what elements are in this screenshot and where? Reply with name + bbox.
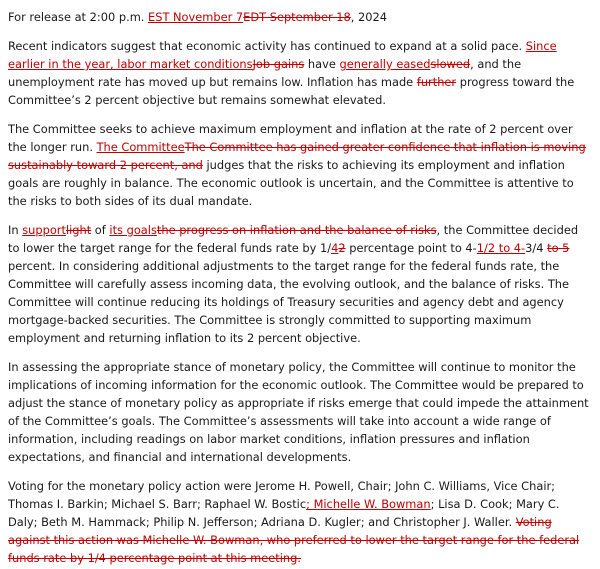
inserted-text: 1/2 to 4- bbox=[476, 241, 526, 255]
text-segment: In assessing the appropriate stance of monetary policy, the Committee will continue to monitor the implications of incoming information for the economic outlook. The Committee would be prepared to adjust the stance of monetary policy as appropriate if risks emerge that could impede the attainment of the Committee’s goals. The Committee’s assessments will take into account a wide range of information, including readings on labor market conditions, inflation pressures and inflation expectations, and financial and international developments. bbox=[8, 360, 589, 464]
inserted-text: 4 bbox=[331, 241, 339, 255]
release-year: , 2024 bbox=[350, 10, 388, 24]
inserted-text: The Committee bbox=[96, 140, 185, 154]
text-segment: , the Committee decided to lower the target range for the federal funds rate by 1/ bbox=[8, 223, 579, 255]
deleted-text: Job gains bbox=[252, 57, 305, 71]
text-segment: Recent indicators suggest that economic activity has continued to expand at a solid pace. bbox=[8, 39, 526, 53]
inserted-text: generally eased bbox=[339, 57, 431, 71]
inserted-text: support bbox=[22, 223, 66, 237]
deleted-text: 2 bbox=[338, 241, 346, 255]
inserted-text: Since earlier in the year, labor market conditions bbox=[8, 39, 557, 71]
text-segment: judges that the risks to achieving its employment and inflation goals are roughly in balance. The economic outlook is uncertain, and the Committee is attentive to the risks to both sides of its dual mandate. bbox=[8, 158, 574, 208]
text-segment: have bbox=[304, 57, 340, 71]
text-segment: , and the unemployment rate has moved up but remains low. Inflation has made bbox=[8, 57, 522, 89]
deleted-date: EDT September 18 bbox=[243, 10, 351, 24]
text-segment: In bbox=[8, 223, 23, 237]
text-segment: of bbox=[91, 223, 110, 237]
inserted-date: EST November 7 bbox=[148, 10, 244, 24]
deleted-text: further bbox=[416, 75, 457, 89]
deleted-text: Voting against this action was Michelle W. Bowman, who preferred to lower the target range for the federal funds rate by 1/4 percentage point at this meeting. bbox=[8, 515, 580, 565]
deleted-text: The Committee has gained greater confidence that inflation is moving sustainably toward 2 percent, and bbox=[8, 140, 586, 172]
deleted-text: slowed bbox=[430, 57, 471, 71]
inserted-text: its goals bbox=[109, 223, 157, 237]
text-segment: 3/4 bbox=[525, 241, 548, 255]
text-segment: ; Lisa D. Cook; Mary C. Daly; Beth M. Hammack; Philip N. Jefferson; Adriana D. Kugler; and Christopher J. Waller. bbox=[8, 497, 560, 529]
deleted-text: light bbox=[65, 223, 92, 237]
paragraph-committee-goals bbox=[8, 120, 592, 210]
deleted-text: to 5 bbox=[547, 241, 570, 255]
text-segment: percentage point to 4- bbox=[345, 241, 477, 255]
inserted-text: ; Michelle W. Bowman bbox=[306, 497, 431, 511]
text-segment: progress toward the Committee’s 2 percent objective but remains somewhat elevated. bbox=[8, 75, 575, 107]
paragraph-policy-stance bbox=[8, 358, 592, 466]
text-segment: percent. In considering additional adjustments to the target range for the federal funds rate, the Committee will carefully assess incoming data, the evolving outlook, and the balance of risks. The Committee will continue reducing its holdings of Treasury securities and agency debt and agency mortgage-backed securities. The Committee is strongly committed to supporting maximum employment and returning inflation to its 2 percent objective. bbox=[8, 259, 570, 345]
deleted-text: the progress on inflation and the balance of risks bbox=[156, 223, 437, 237]
release-line bbox=[8, 8, 592, 26]
release-prefix: For release at 2:00 p.m. bbox=[8, 10, 149, 24]
paragraph-voting bbox=[8, 477, 592, 567]
text-segment: Voting for the monetary policy action were Jerome H. Powell, Chair; John C. Williams, Vice Chair; Thomas I. Barkin; Michael S. Barr; Raphael W. Bostic bbox=[8, 479, 556, 511]
paragraph-economic-activity bbox=[8, 37, 592, 109]
paragraph-policy-decision bbox=[8, 221, 592, 347]
text-segment: The Committee seeks to achieve maximum employment and inflation at the rate of 2 percent over the longer run. bbox=[8, 122, 573, 154]
